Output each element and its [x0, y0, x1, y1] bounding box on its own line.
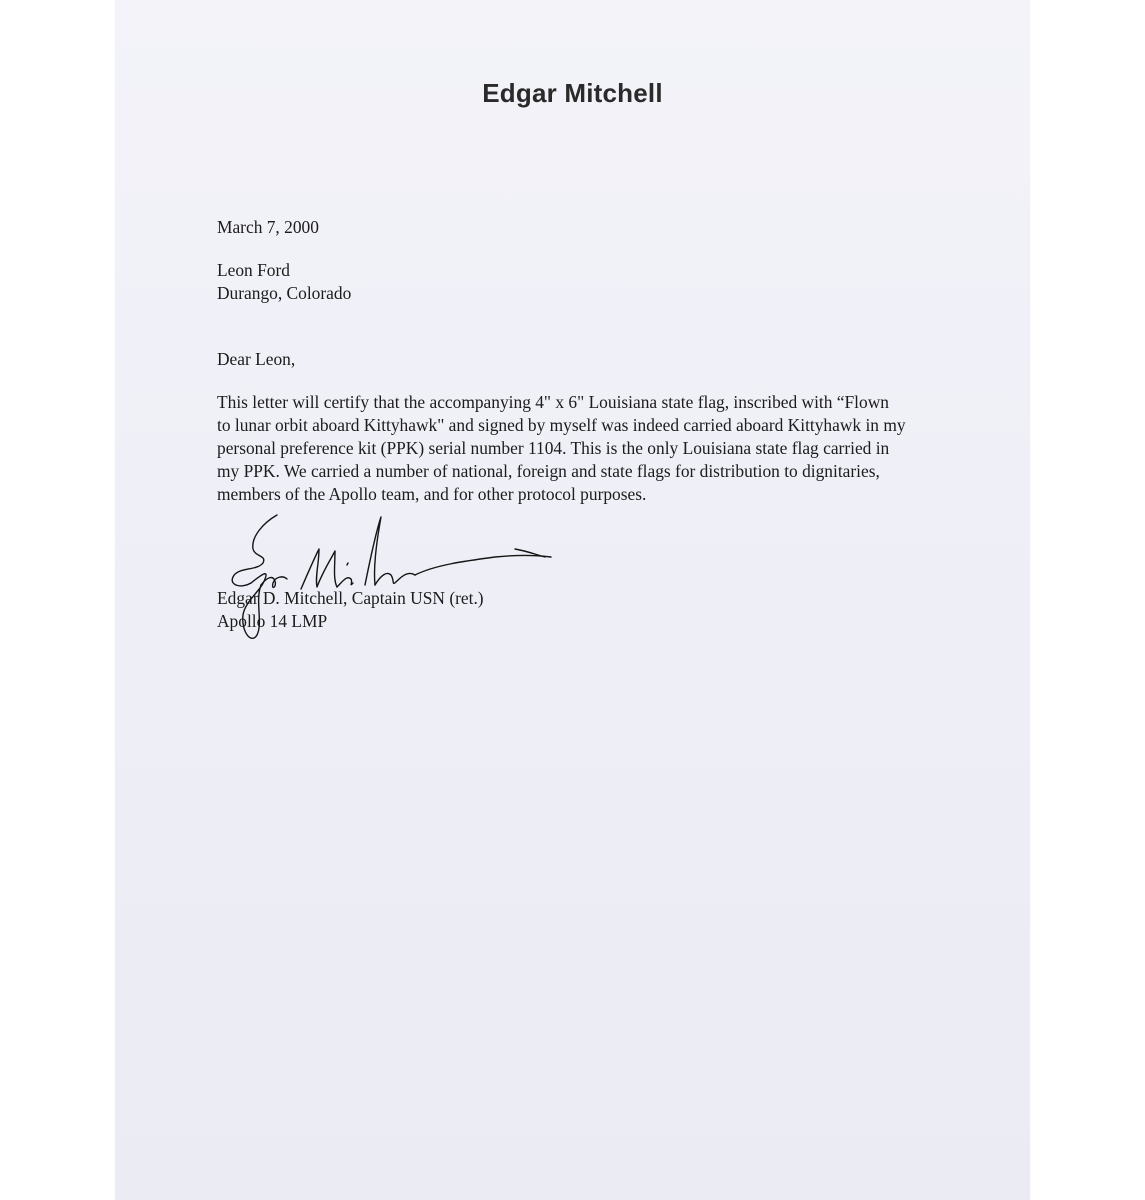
body-line: members of the Apollo team, and for other protocol purposes. [217, 484, 647, 504]
body-line: personal preference kit (PPK) serial number 1104. This is the only Louisiana state flag carried in [217, 438, 890, 458]
body-line: my PPK. We carried a number of national, foreign and state flags for distribution to dignitaries, [217, 461, 880, 481]
signature-block [217, 587, 484, 633]
recipient-name: Leon Ford [217, 260, 290, 280]
signer-role: Apollo 14 LMP [217, 611, 328, 631]
salutation: Dear Leon, [217, 349, 296, 369]
signer-name-title: Edgar D. Mitchell, Captain USN (ret.) [217, 588, 484, 608]
recipient-location: Durango, Colorado [217, 283, 352, 303]
letter-page [115, 0, 1030, 1200]
body-line: to lunar orbit aboard Kittyhawk" and signed by myself was indeed carried aboard Kittyhawk in my [217, 415, 906, 435]
letter-date: March 7, 2000 [217, 217, 319, 237]
letterhead-name: Edgar Mitchell [482, 78, 663, 108]
body-line: This letter will certify that the accompanying 4" x 6" Louisiana state flag, inscribed with “Flown [217, 392, 889, 412]
recipient-block [217, 259, 351, 305]
letter-body [217, 391, 957, 506]
